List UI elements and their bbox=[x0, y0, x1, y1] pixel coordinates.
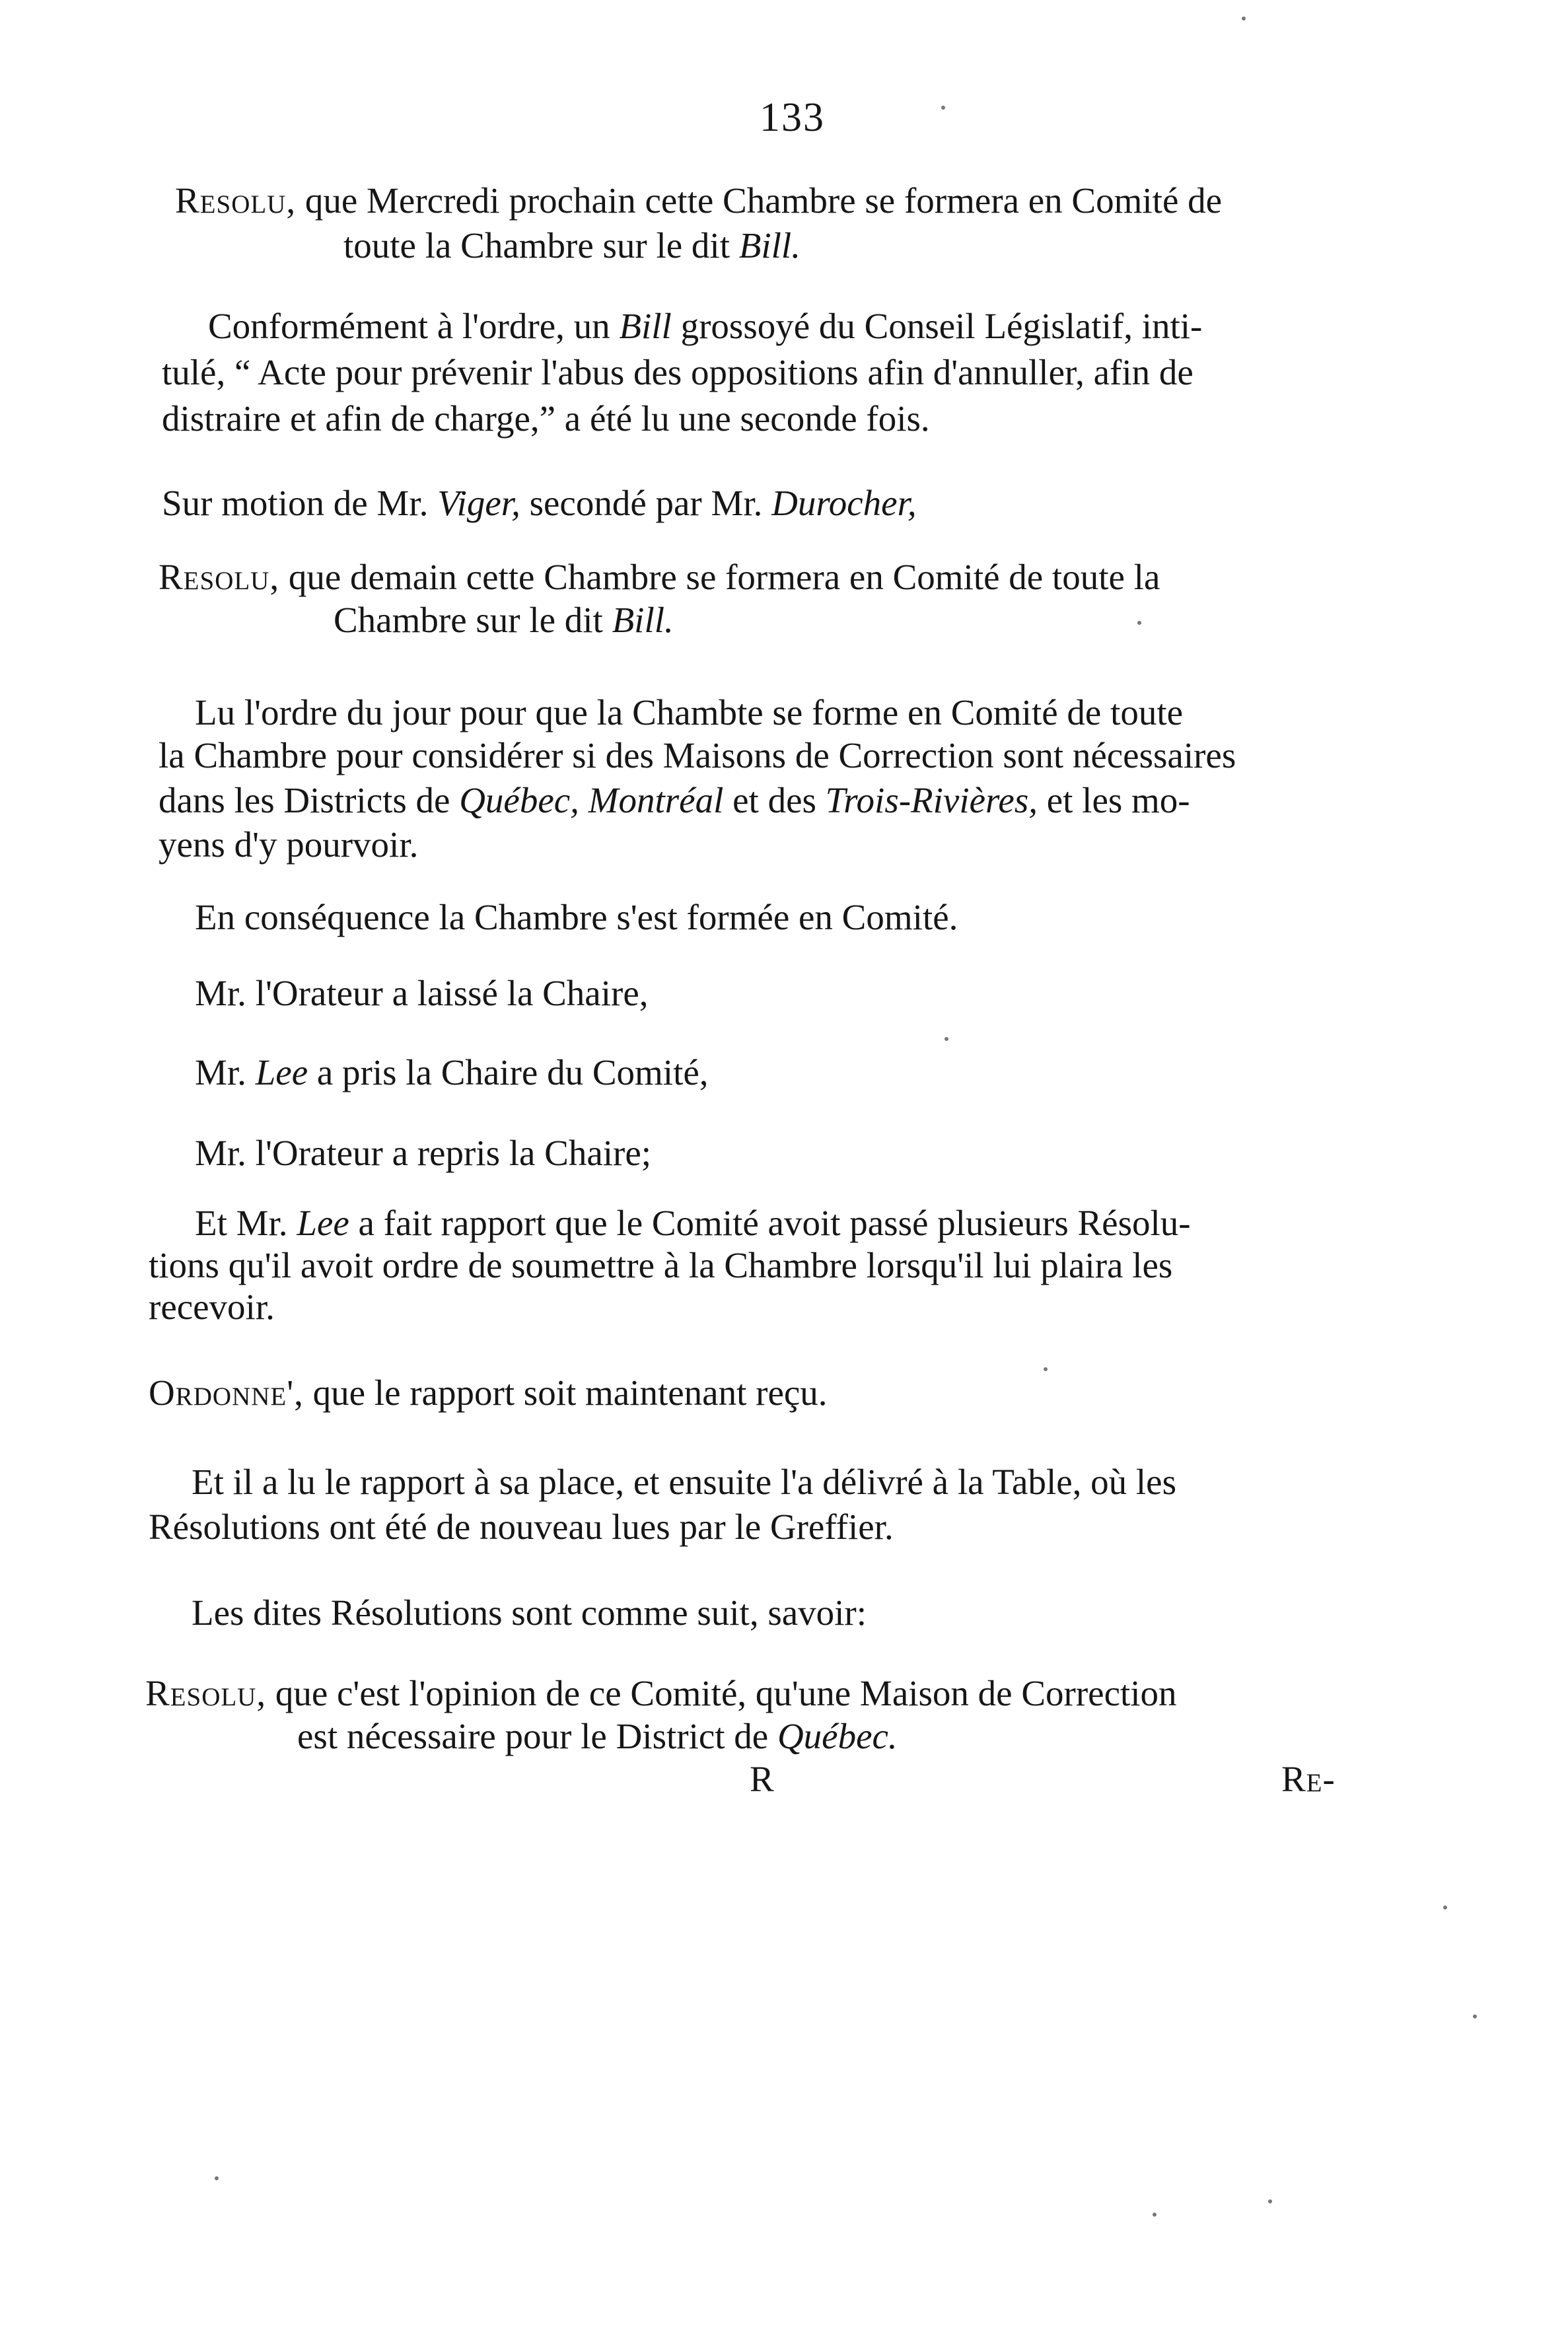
resolu-label: Resolu, bbox=[145, 1673, 267, 1713]
place-quebec: Québec, bbox=[459, 780, 579, 820]
signature-mark: R bbox=[750, 1759, 774, 1799]
text: Et Mr. bbox=[195, 1203, 297, 1243]
text: que c'est l'opinion de ce Comité, qu'une Maison de Correction bbox=[266, 1673, 1177, 1713]
paragraph-read-line-1: Et il a lu le rapport à sa place, et ensuite l'a délivré à la Table, où les bbox=[192, 1462, 1176, 1502]
text: Conformément à l'ordre, un bbox=[208, 306, 620, 346]
text: que demain cette Chambre se formera en Comité de toute la bbox=[279, 557, 1160, 597]
resolu-label: Resolu, bbox=[175, 180, 297, 221]
text: toute la Chambre sur le dit bbox=[343, 225, 739, 266]
paragraph-resolution-1-line-2 bbox=[343, 223, 801, 269]
paper-speck bbox=[1473, 2014, 1477, 2018]
place-quebec: Québec. bbox=[777, 1716, 898, 1756]
paragraph-report-line-2: tions qu'il avoit ordre de soumettre à la Chambre lorsqu'il lui plaira les bbox=[149, 1245, 1173, 1285]
text: a pris la Chaire du Comité, bbox=[308, 1052, 709, 1092]
name-durocher: Durocher, bbox=[771, 483, 917, 523]
paragraph-order-line-2: la Chambre pour considérer si des Maisons de Correction sont nécessaires bbox=[159, 735, 1236, 775]
name-viger: Viger, bbox=[437, 483, 520, 523]
catchword: Re- bbox=[1281, 1759, 1336, 1799]
place-trois-rivieres: Trois-Rivières, bbox=[825, 780, 1038, 820]
paragraph-speaker-resumed: Mr. l'Orateur a repris la Chaire; bbox=[195, 1133, 652, 1173]
text: et des bbox=[723, 780, 826, 820]
paragraph-ordered bbox=[149, 1371, 828, 1416]
paragraph-speaker-left: Mr. l'Orateur a laissé la Chaire, bbox=[195, 973, 649, 1013]
paragraph-report-line-1 bbox=[195, 1201, 1191, 1246]
text: Sur motion de Mr. bbox=[162, 483, 438, 523]
paragraph-motion bbox=[162, 481, 917, 526]
paper-speck bbox=[215, 2176, 219, 2180]
text: grossoyé du Conseil Législatif, inti- bbox=[671, 306, 1203, 346]
bill-italic: Bill. bbox=[612, 600, 674, 640]
bill-italic: Bill bbox=[619, 306, 672, 346]
place-montreal: Montréal bbox=[588, 780, 724, 820]
paragraph-resolution-3-line-1 bbox=[145, 1671, 1177, 1717]
paper-speck bbox=[1268, 2199, 1272, 2203]
paragraph-order-line-4: yens d'y pourvoir. bbox=[159, 824, 419, 865]
paragraph-order-line-1: Lu l'ordre du jour pour que la Chambte se forme en Comité de toute bbox=[195, 692, 1184, 732]
paragraph-report-line-3: recevoir. bbox=[149, 1287, 275, 1327]
paragraph-read-line-2: Résolutions ont été de nouveau lues par le Greffier. bbox=[149, 1507, 894, 1547]
page-number: 133 bbox=[760, 95, 825, 140]
text: que Mercredi prochain cette Chambre se formera en Comité de bbox=[296, 180, 1223, 221]
paragraph-resolutions-follow: Les dites Résolutions sont comme suit, savoir: bbox=[192, 1592, 867, 1633]
name-lee: Lee bbox=[297, 1203, 349, 1243]
text: et les mo- bbox=[1037, 780, 1190, 820]
space bbox=[579, 780, 588, 820]
text: est nécessaire pour le District de bbox=[297, 1716, 777, 1756]
paragraph-lee-chair bbox=[195, 1050, 709, 1096]
paper-speck bbox=[1044, 1367, 1048, 1371]
paragraph-resolution-2-line-2 bbox=[334, 598, 674, 643]
paragraph-resolution-1-line-1 bbox=[175, 178, 1222, 224]
text: secondé par Mr. bbox=[520, 483, 772, 523]
paragraph-bill-line-3: distraire et afin de charge,” a été lu une seconde fois. bbox=[162, 398, 930, 439]
paper-speck bbox=[944, 1037, 948, 1041]
resolu-label: Resolu, bbox=[159, 557, 280, 597]
paper-speck bbox=[941, 106, 945, 110]
bill-italic: Bill. bbox=[738, 225, 801, 266]
text: Chambre sur le dit bbox=[334, 600, 612, 640]
name-lee: Lee bbox=[255, 1052, 308, 1092]
paragraph-resolution-2-line-1 bbox=[159, 555, 1160, 600]
ordonne-label: Ordonne', bbox=[149, 1372, 304, 1413]
paper-speck bbox=[1242, 17, 1246, 20]
text: dans les Districts de bbox=[159, 780, 460, 820]
paper-speck bbox=[1443, 1906, 1447, 1909]
paper-speck bbox=[1153, 2213, 1157, 2217]
paper-speck bbox=[1137, 621, 1141, 625]
paragraph-resolution-3-line-2 bbox=[297, 1714, 898, 1760]
text: a fait rapport que le Comité avoit passé plusieurs Résolu- bbox=[349, 1203, 1191, 1243]
text: que le rapport soit maintenant reçu. bbox=[303, 1372, 828, 1413]
text: Mr. bbox=[195, 1052, 256, 1092]
paragraph-bill-line-2: tulé, “ Acte pour prévenir l'abus des oppositions afin d'annuller, afin de bbox=[162, 352, 1194, 392]
paragraph-committee-formed: En conséquence la Chambre s'est formée en Comité. bbox=[195, 897, 958, 937]
paragraph-bill-line-1 bbox=[208, 304, 1202, 349]
paragraph-order-line-3 bbox=[159, 778, 1190, 824]
